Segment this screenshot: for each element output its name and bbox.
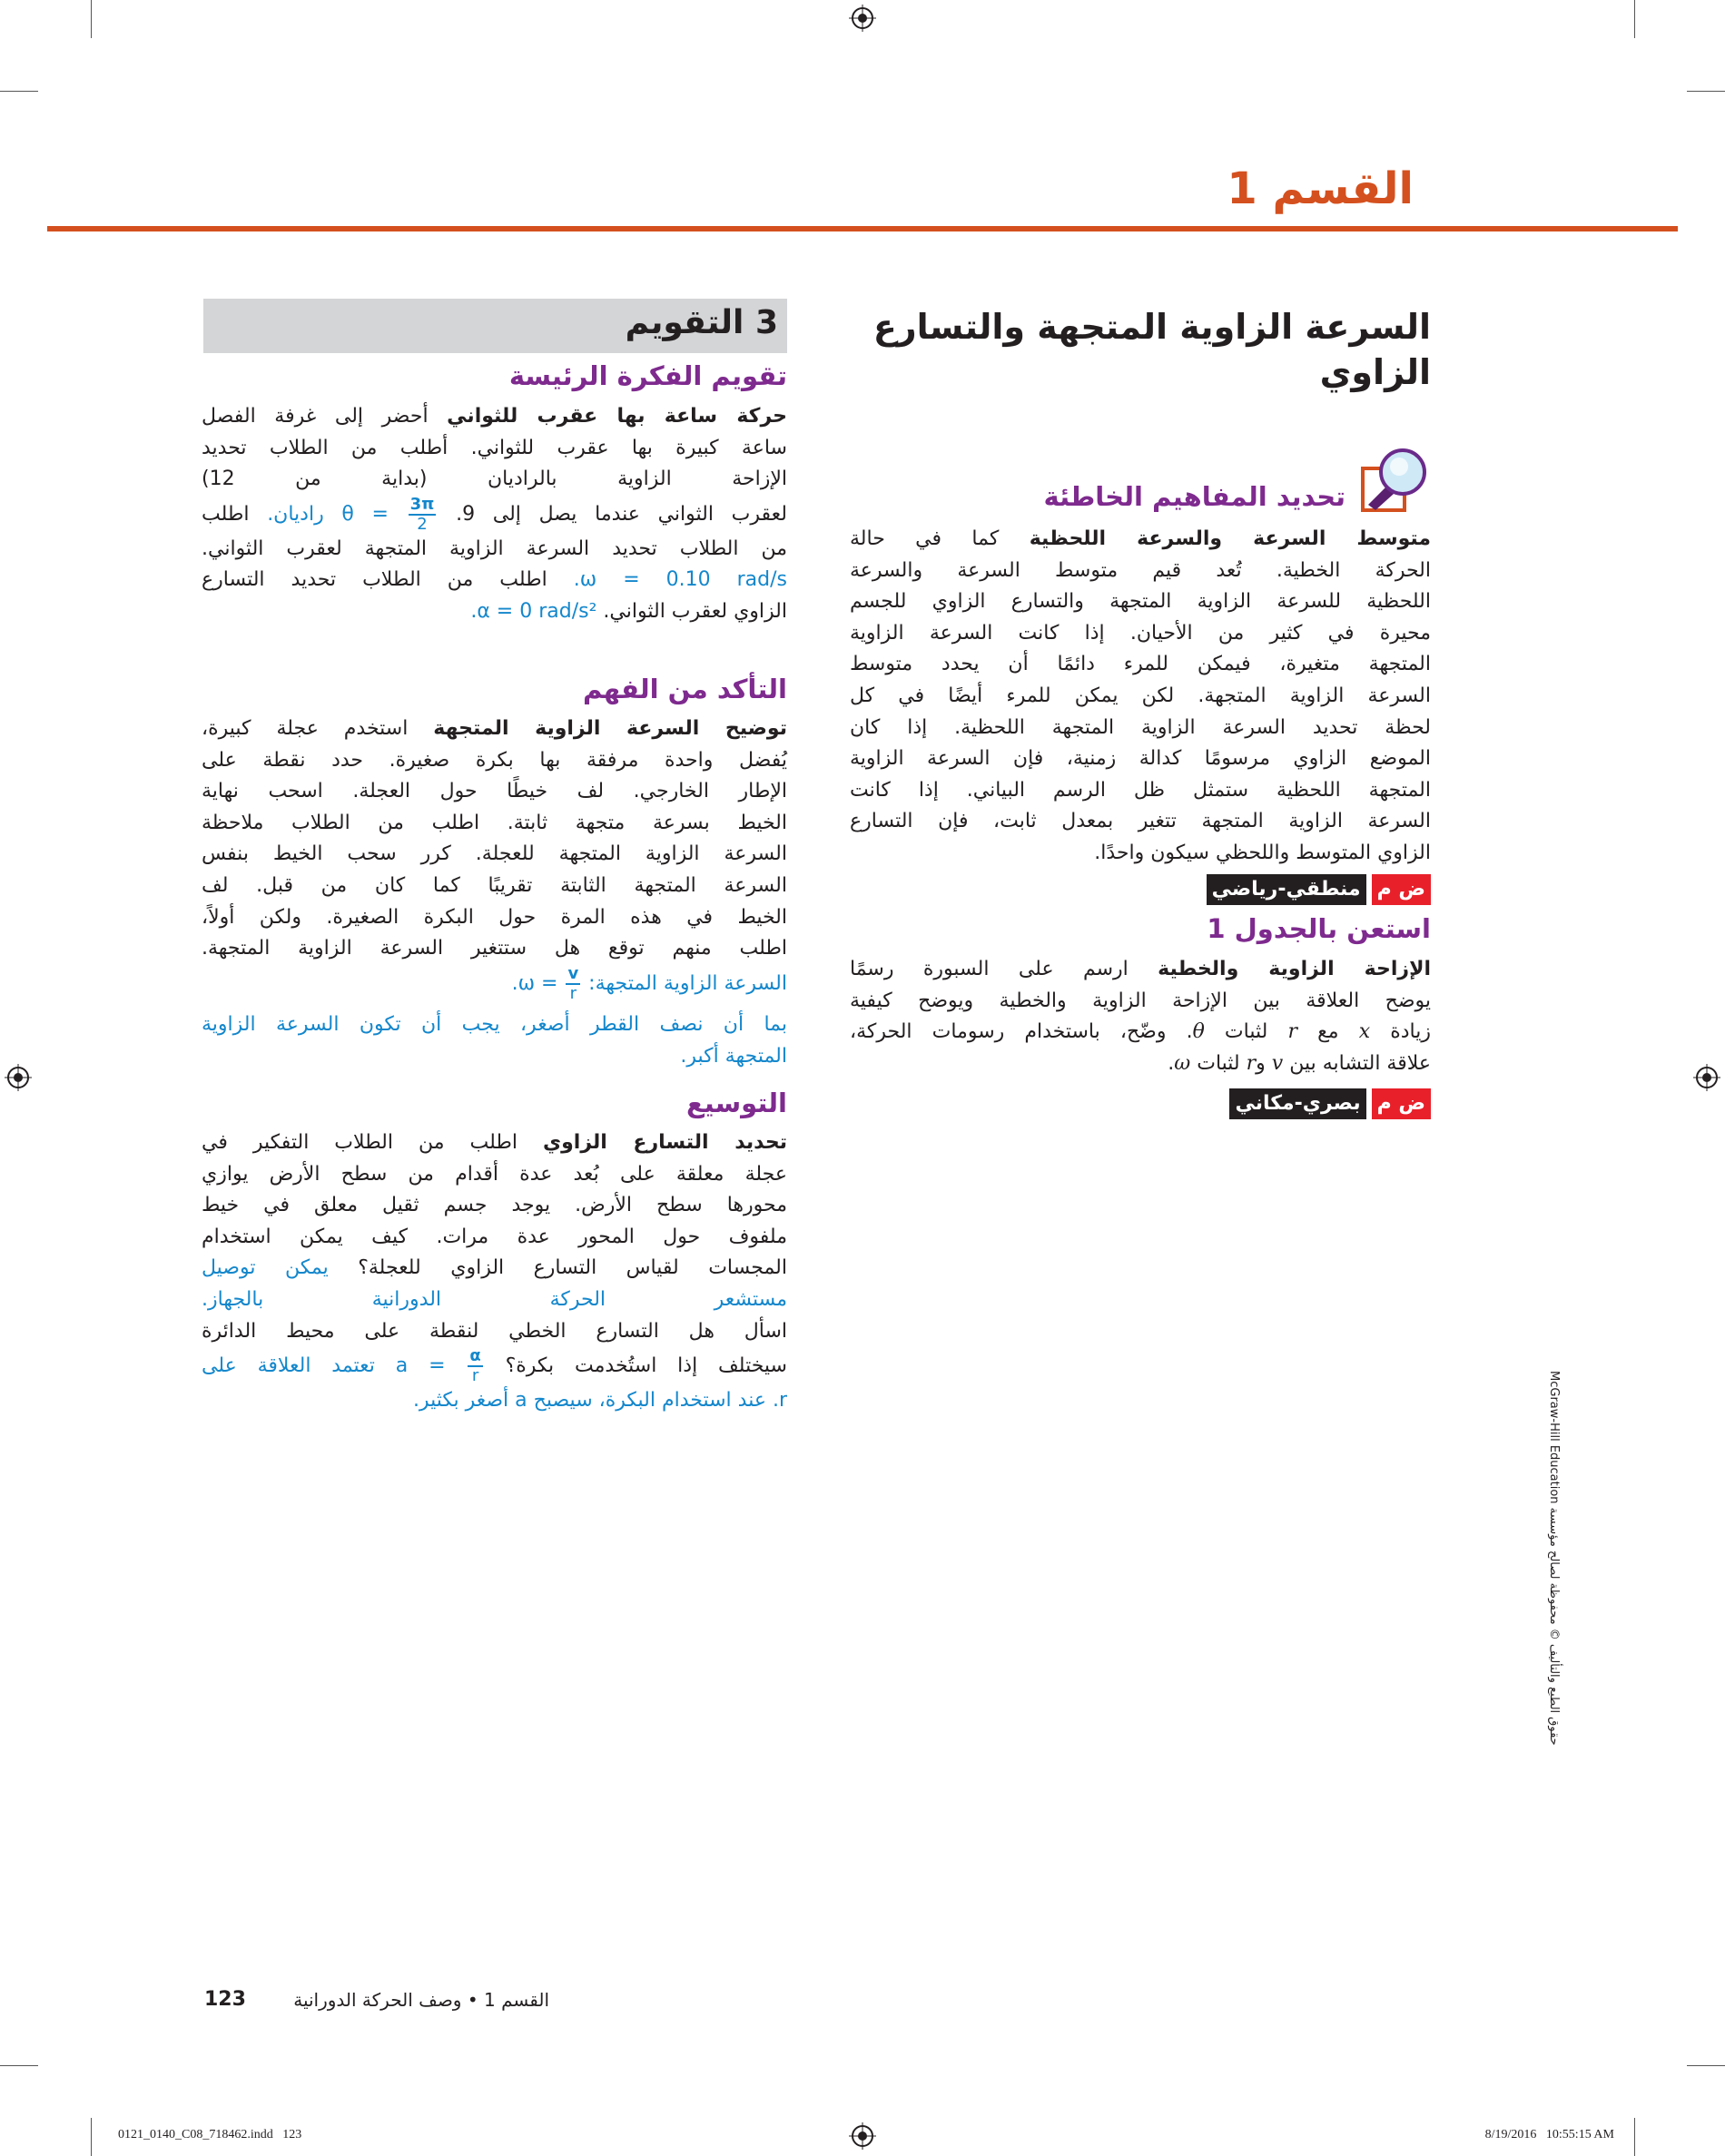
text-line [202,565,787,596]
math-variable: v [1271,1051,1284,1075]
text-line [202,933,787,965]
answer-math: a [515,1389,527,1413]
text-line [202,1285,787,1316]
body-text: عجلة معلقة على بُعد عدة أقدام من سطح الأرض يوازي [202,1162,787,1186]
crop-mark [1634,0,1635,38]
text-line [202,808,787,840]
text-line [202,534,787,566]
answer-text: . [470,599,478,623]
body-text: الخيط بسرعة متجهة ثابتة. اطلب من الطلاب ملاحظة [202,811,787,834]
assessment-box [203,299,787,353]
check-understanding-heading: التأكد من الفهم [582,674,787,704]
crop-mark [1634,2118,1635,2156]
text-line [202,1316,787,1348]
body-text: الخيط في هذه المرة حول البكرة الصغيرة. ولكن أولاً، [202,905,787,929]
text-line [850,524,1431,556]
text-line [202,1190,787,1222]
tag-code: ض م [1372,874,1431,905]
body-text: لحظة تحديد السرعة الزاوية المتجهة اللحظية. إذا كان [850,715,1431,739]
answer-text: راديان. [267,502,342,526]
text-line [850,954,1431,986]
math-variable: x [1358,1020,1371,1044]
fraction [409,496,437,534]
math-lhs: ω = [518,971,565,995]
text-line [850,649,1431,681]
math-variable: r [1246,1051,1257,1075]
body-text: المجسات لقياس التسارع الزاوي للعجلة؟ [328,1256,787,1280]
bold-lead-text: الإزاحة الزاوية والخطية [1158,958,1431,980]
main-idea-paragraph [202,401,787,628]
body-text: المتجهة اللحظية ستمثل ظل الرسم البياني. إذا كانت [850,778,1431,802]
body-text: اسأل هل التسارع الخطي لنقطة على محيط الدائرة [202,1319,787,1343]
crop-mark [0,91,38,92]
text-line [850,806,1431,838]
header-rule [47,226,1678,231]
body-text: ملفوف حول المحور عدة مرات. كيف يمكن استخدام [202,1225,787,1248]
crop-mark [91,2118,92,2156]
use-table-paragraph [850,954,1431,1079]
text-line [850,681,1431,713]
magnifier-icon [1359,447,1430,517]
fraction-denominator: r [471,1366,479,1386]
crop-mark [1687,2065,1725,2066]
body-text: علاقة التشابه بين [1283,1051,1431,1075]
differentiation-tag [1207,874,1431,905]
body-text: الإطار الخارجي. لف خيطًا حول العجلة. اسحب نهاية [202,780,787,803]
check-understanding-paragraph [202,714,787,1003]
answer-text: بما أن نصف القطر أصغر، يجب أن تكون السرعة الزاوية [202,1013,787,1036]
text-line [202,745,787,777]
body-text: يُفضل واحدة مرفقة بها بكرة صغيرة. حدد نقطة على [202,748,787,772]
extension-heading: التوسيع [685,1088,787,1118]
math-expression [341,494,438,534]
body-text: أحضر إلى غرفة الفصل [202,405,448,428]
fraction [468,1347,482,1385]
bold-lead-text: توضيح السرعة الزاوية المتجهة [433,717,787,740]
main-idea-heading: تقويم الفكرة الرئيسة [508,360,787,391]
body-text: السرعة الزاوية المتجهة تتغير بمعدل ثابت، فإن التسارع [850,810,1431,833]
bold-lead-text: حركة ساعة بها عقرب للثواني [447,405,787,428]
bold-lead-text: متوسط السرعة والسرعة اللحظية [1029,527,1431,550]
body-text: المتجهة متغيرة، فيمكن للمرء دائمًا أن يحدد متوسط [850,653,1431,676]
tag-label: منطقي-رياضي [1207,874,1366,905]
misconceptions-heading: تحديد المفاهيم الخاطئة [1043,481,1346,512]
bold-lead-text: تحديد التسارع الزاوي [542,1131,787,1154]
crop-mark [1687,91,1725,92]
text-line [202,401,787,433]
text-line [202,839,787,871]
text-line [202,1385,787,1417]
body-text: الزاوي المتوسط واللحظي سيكون واحدًا. [1094,841,1431,864]
body-text: الموضع الزاوي مرسومًا كدالة زمنية، فإن السرعة الزاوية [850,747,1431,771]
body-text: محورها سطح الأرض. يوجد جسم ثقيل معلق في خيط [202,1194,787,1217]
answer-text: المتجهة أكبر. [680,1044,787,1068]
body-text: اللحظية للسرعة الزاوية المتجهة والتسارع الزاوي للجسم [850,590,1431,614]
body-text: اطلب [202,502,268,526]
text-line [202,871,787,902]
tag-label: بصري-مكاني [1229,1088,1365,1119]
math-expression [518,963,583,1003]
body-text: السرعة الزاوية المتجهة للعجلة. كرر سحب الخيط بنفس [202,842,787,866]
math-lhs: θ = [341,502,407,526]
math-lhs: a = [395,1354,467,1378]
fraction-denominator: 2 [417,514,428,534]
lesson-title: السرعة الزاوية المتجهة والتسارع الزاوي [872,307,1431,392]
answer-text: يمكن توصيل [202,1256,329,1280]
text-line [850,618,1431,650]
answer-text: . [573,568,580,592]
math-variable: r [1287,1020,1297,1044]
misconceptions-paragraph [850,524,1431,870]
math-variable: θ [1192,1020,1205,1044]
text-line [850,986,1431,1018]
text-line [850,556,1431,587]
page-footer [204,1988,549,2011]
body-text: الإزاحة الزاوية بالراديان (بداية من 12) [202,468,787,491]
body-text: . [1168,1051,1175,1075]
body-text: اطلب منهم توقع هل ستتغير السرعة الزاوية المتجهة. [202,937,787,960]
text-line [202,1222,787,1254]
text-line [850,838,1431,870]
page-number: 123 [204,1988,246,2011]
crop-mark [91,0,92,38]
slug-timestamp: 8/19/2016 10:55:15 AM [1484,2128,1614,2141]
crop-mark [0,2065,38,2066]
text-line [850,586,1431,618]
text-line [202,1253,787,1285]
text-line [850,1017,1431,1048]
fraction [566,965,580,1003]
answer-text: . عند استخدام البكرة، سيصبح [527,1389,779,1413]
answer-math: α = 0 rad/s² [477,599,597,623]
extension-paragraph [202,1127,787,1417]
registration-mark-icon [1693,1064,1720,1091]
text-line [202,1159,787,1191]
tag-code: ض م [1372,1088,1431,1119]
body-text: كما في حالة [850,527,1030,550]
text-line [202,464,787,496]
text-line [202,496,787,534]
body-text: سيختلف إذا استُخدمت بكرة؟ [484,1354,787,1378]
answer-text: السرعة الزاوية المتجهة: [582,971,787,995]
body-text: من الطلاب تحديد السرعة الزاوية المتجهة لعقرب الثواني. [202,537,787,560]
body-text: لثبات [1190,1051,1247,1075]
answer-text: أصغر بكثير. [412,1389,516,1413]
text-line [202,965,787,1003]
text-line [202,1041,787,1073]
text-line [202,596,787,628]
text-line [202,1009,787,1041]
body-text: ارسم على السبورة رسمًا [850,958,1158,980]
text-line [850,775,1431,807]
fraction-denominator: r [569,983,577,1003]
body-text: زيادة [1370,1020,1431,1044]
answer-text: مستشعر الحركة الدورانية بالجهاز. [202,1287,787,1311]
body-text: مع [1296,1020,1359,1044]
body-text: السرعة المتجهة الثابتة تقريبًا كما كان من قبل. لف [202,873,787,897]
answer-text: تعتمد العلاقة على [202,1354,396,1378]
body-text: محيرة في كثير من الأحيان. إذا كانت السرعة الزاوية [850,621,1431,645]
answer-math: ω = 0.10 rad/s [579,568,787,592]
registration-mark-icon [5,1064,32,1091]
answer-math: r [778,1389,787,1413]
text-line [202,776,787,808]
body-text: الحركة الخطية. تُعد قيم متوسط السرعة والسرعة [850,558,1431,582]
body-text: اطلب من الطلاب التفكير في [202,1131,543,1154]
check-understanding-answer [202,1009,787,1072]
body-text: اطلب من الطلاب تحديد التسارع [202,568,574,592]
copyright-notice: حقوق الطبع والتأليف © محفوظة لصالح مؤسسة McGraw-Hill Education [1547,1371,1561,1746]
fraction-numerator: v [567,963,579,983]
body-text: يوضح العلاقة بين الإزاحة الزاوية والخطية ويوضح كيفية [850,989,1431,1012]
body-text: استخدم عجلة كبيرة، [202,717,434,740]
text-line [202,433,787,465]
text-line [850,743,1431,775]
answer-text: . [511,971,518,995]
text-line [850,1048,1431,1080]
slug-file: 0121_0140_C08_718462.indd 123 [118,2128,302,2141]
registration-mark-icon [849,2122,876,2150]
text-line [202,1127,787,1159]
running-title: القسم 1 • وصف الحركة الدورانية [293,1988,549,2011]
body-text: ساعة كبيرة بها عقرب للثواني. أطلب من الطلاب تحديد [202,436,787,459]
body-text: لعقرب الثواني عندما يصل إلى 9. [438,502,787,526]
use-table-heading: استعن بالجدول 1 [1207,913,1431,944]
text-line [202,1347,787,1385]
text-line [202,714,787,745]
assessment-title: 3 التقويم [625,304,778,341]
text-line [850,713,1431,744]
differentiation-tag [1229,1088,1431,1119]
section-title: القسم 1 [1227,163,1414,214]
fraction-numerator: 3π [409,494,435,514]
registration-mark-icon [849,5,876,32]
body-text: و [1256,1051,1272,1075]
fraction-numerator: α [469,1346,481,1366]
body-text: الزاوي لعقرب الثواني. [596,599,787,623]
body-text: لثبات [1204,1020,1288,1044]
body-text: . وضّح، باستخدام رسومات الحركة، [850,1020,1193,1044]
body-text: السرعة الزاوية المتجهة. لكن يمكن للمرء أيضًا في كل [850,684,1431,707]
math-variable: ω [1174,1051,1191,1075]
text-line [202,902,787,934]
math-expression [395,1346,485,1386]
